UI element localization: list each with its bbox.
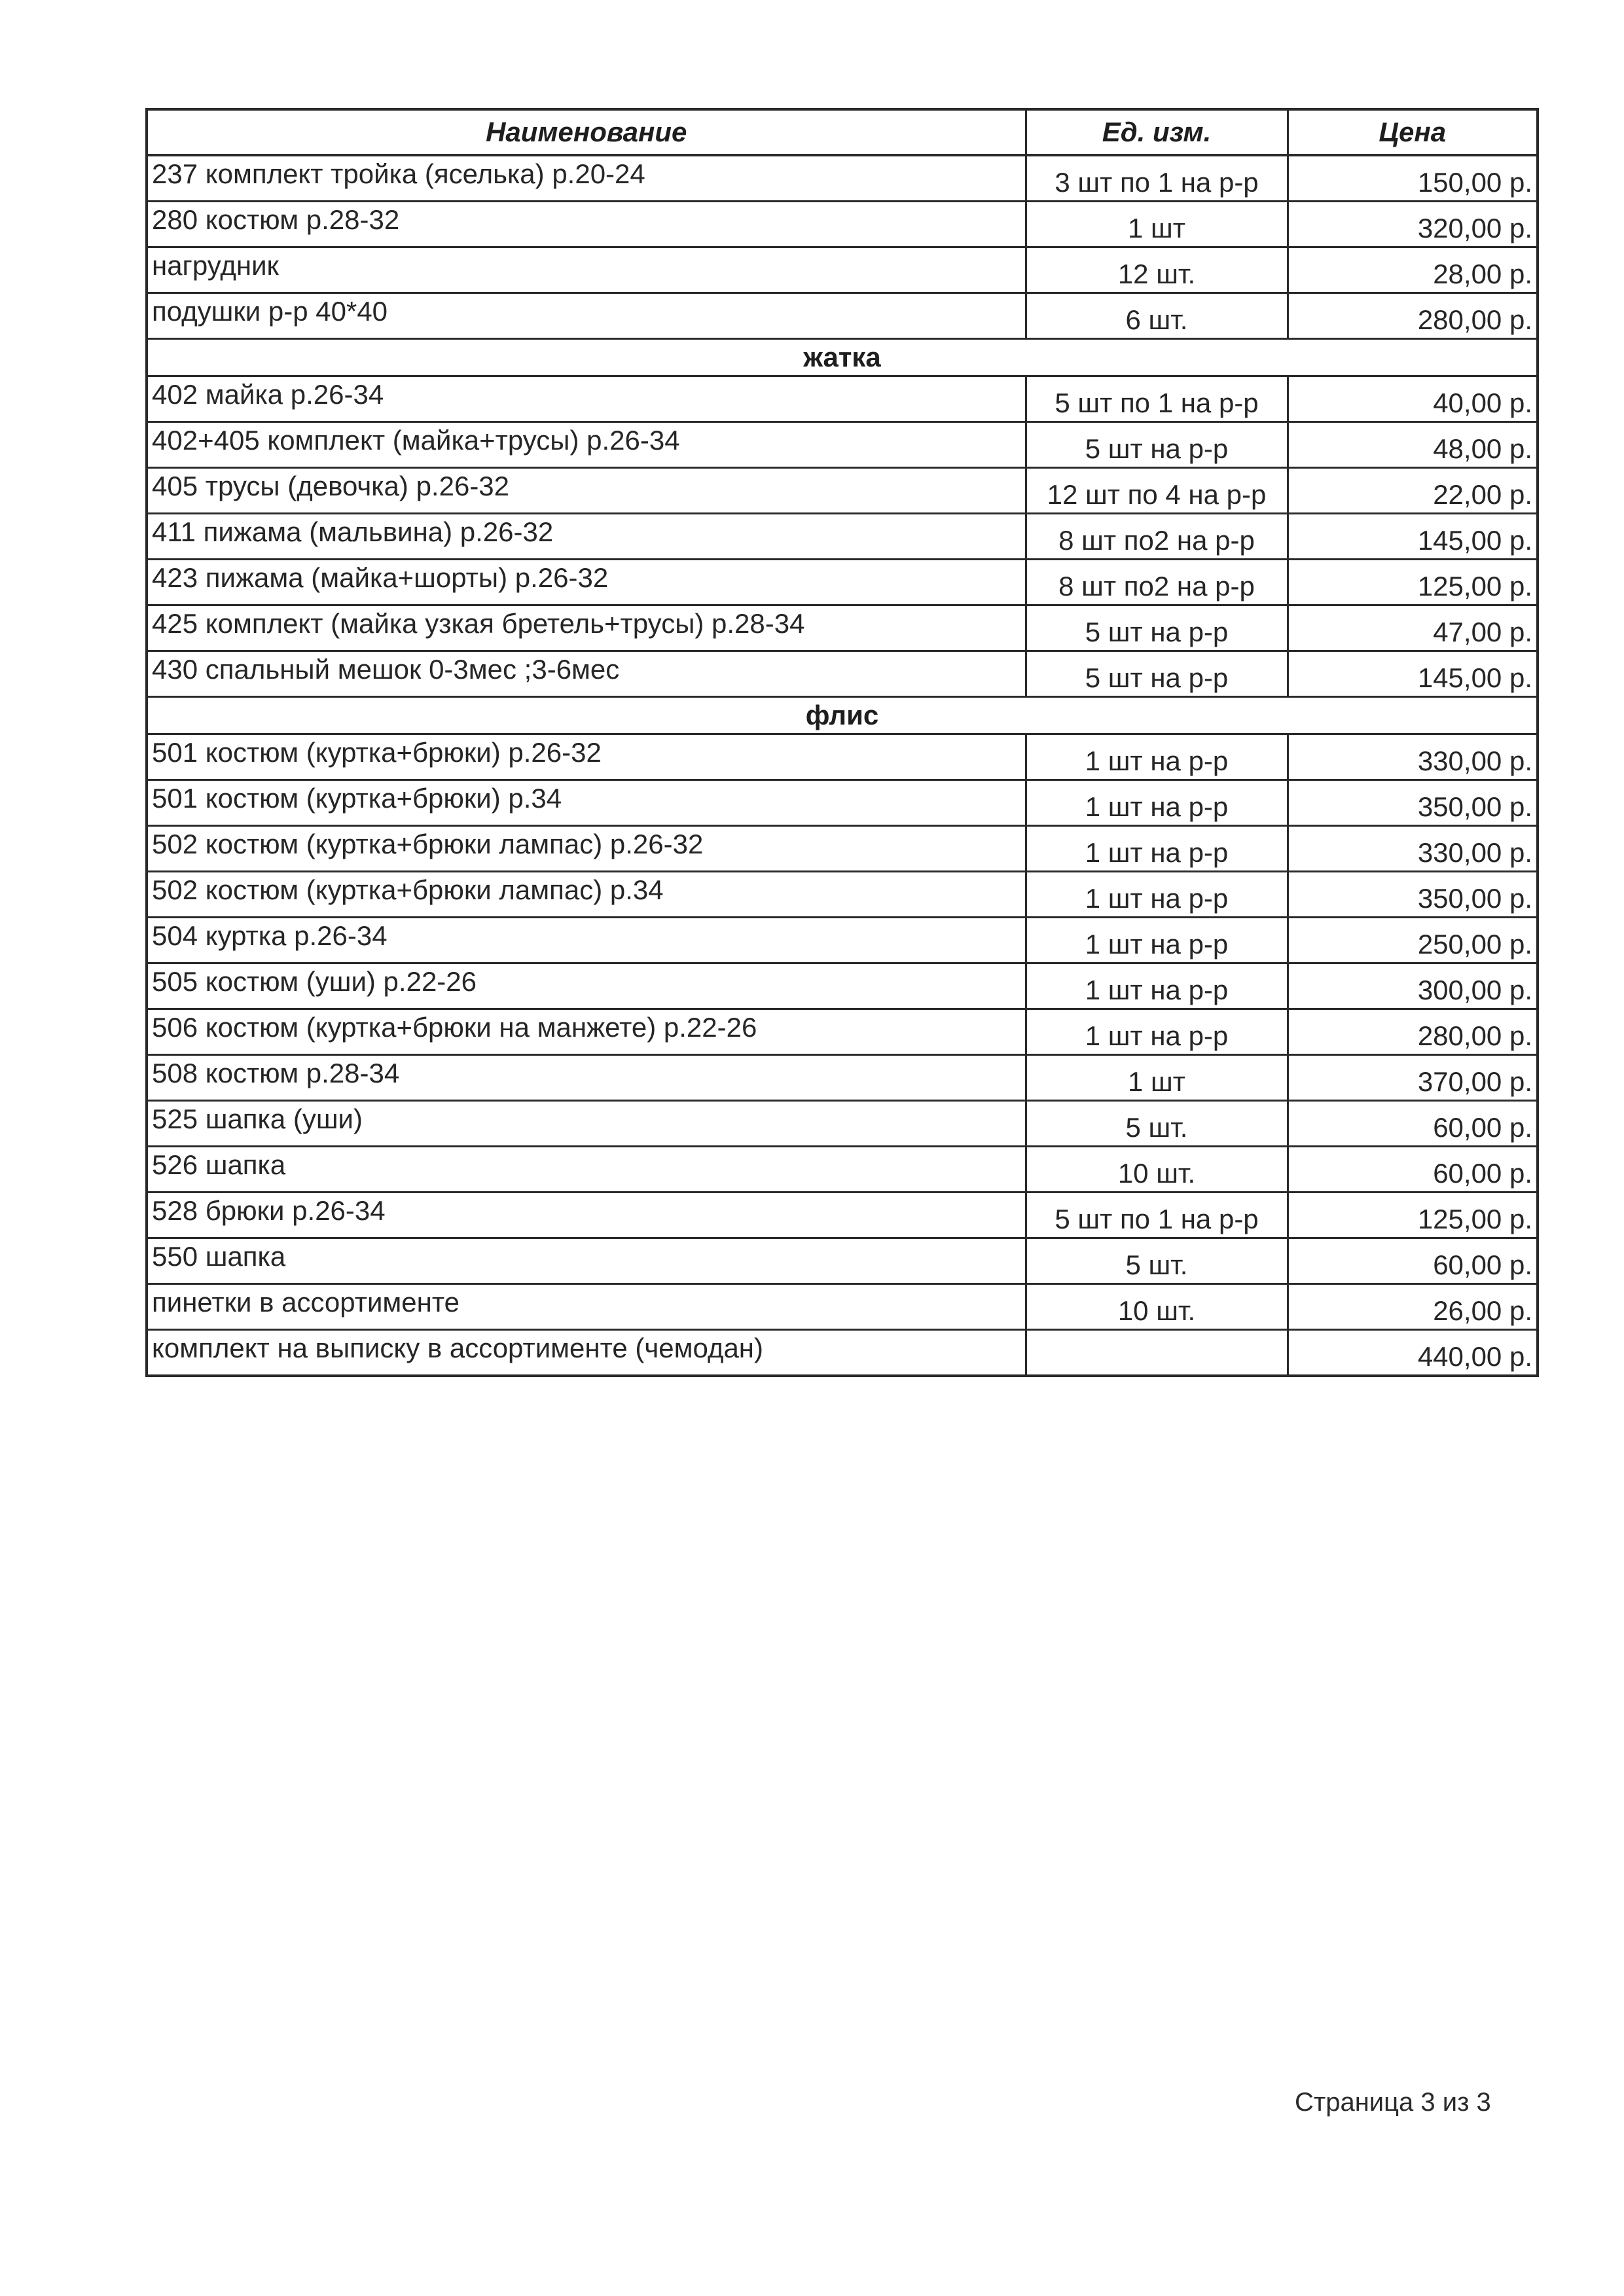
item-name-cell: комплект на выписку в ассортименте (чемодан) — [147, 1330, 1026, 1376]
table-row — [147, 1330, 1538, 1376]
item-price-cell: 350,00 р. — [1288, 780, 1538, 826]
item-name-cell: 504 куртка р.26-34 — [147, 918, 1026, 963]
item-name-cell: пинетки в ассортименте — [147, 1284, 1026, 1330]
item-price-cell: 330,00 р. — [1288, 826, 1538, 872]
item-unit-cell: 6 шт. — [1026, 293, 1288, 339]
table-row — [147, 1193, 1538, 1238]
item-price-cell: 60,00 р. — [1288, 1147, 1538, 1193]
item-price-cell: 28,00 р. — [1288, 247, 1538, 293]
item-price-cell: 330,00 р. — [1288, 734, 1538, 780]
table-row — [147, 155, 1538, 202]
item-name-cell: 402 майка р.26-34 — [147, 376, 1026, 422]
table-row — [147, 1147, 1538, 1193]
table-row — [147, 826, 1538, 872]
item-name-cell: 425 комплект (майка узкая бретель+трусы) р.28-34 — [147, 605, 1026, 651]
section-title: флис — [147, 697, 1538, 734]
item-name-cell: 411 пижама (мальвина) р.26-32 — [147, 514, 1026, 560]
item-unit-cell: 10 шт. — [1026, 1147, 1288, 1193]
column-header-unit: Ед. изм. — [1026, 109, 1288, 155]
item-unit-cell: 8 шт по2 на р-р — [1026, 514, 1288, 560]
table-row — [147, 293, 1538, 339]
item-name-cell: 526 шапка — [147, 1147, 1026, 1193]
item-price-cell: 125,00 р. — [1288, 560, 1538, 605]
item-name-cell: 501 костюм (куртка+брюки) р.26-32 — [147, 734, 1026, 780]
table-row — [147, 963, 1538, 1009]
item-name-cell: 237 комплект тройка (яселька) р.20-24 — [147, 155, 1026, 202]
item-name-cell: 505 костюм (уши) р.22-26 — [147, 963, 1026, 1009]
item-price-cell: 125,00 р. — [1288, 1193, 1538, 1238]
table-row — [147, 872, 1538, 918]
section-row — [147, 339, 1538, 376]
table-row — [147, 514, 1538, 560]
item-unit-cell: 5 шт. — [1026, 1238, 1288, 1284]
item-name-cell: нагрудник — [147, 247, 1026, 293]
item-price-cell: 370,00 р. — [1288, 1055, 1538, 1101]
table-row — [147, 376, 1538, 422]
table-row — [147, 1284, 1538, 1330]
item-name-cell: 423 пижама (майка+шорты) р.26-32 — [147, 560, 1026, 605]
item-price-cell: 60,00 р. — [1288, 1238, 1538, 1284]
item-price-cell: 320,00 р. — [1288, 202, 1538, 247]
item-price-cell: 250,00 р. — [1288, 918, 1538, 963]
table-row — [147, 247, 1538, 293]
section-title: жатка — [147, 339, 1538, 376]
item-unit-cell: 5 шт по 1 на р-р — [1026, 376, 1288, 422]
item-price-cell: 350,00 р. — [1288, 872, 1538, 918]
table-row — [147, 1101, 1538, 1147]
table-row — [147, 605, 1538, 651]
table-row — [147, 560, 1538, 605]
table-header-row — [147, 109, 1538, 155]
item-name-cell: подушки р-р 40*40 — [147, 293, 1026, 339]
column-header-name: Наименование — [147, 109, 1026, 155]
item-unit-cell: 1 шт на р-р — [1026, 963, 1288, 1009]
item-price-cell: 145,00 р. — [1288, 651, 1538, 697]
table-row — [147, 1009, 1538, 1055]
item-unit-cell: 12 шт. — [1026, 247, 1288, 293]
item-name-cell: 525 шапка (уши) — [147, 1101, 1026, 1147]
item-price-cell: 40,00 р. — [1288, 376, 1538, 422]
item-price-cell: 280,00 р. — [1288, 1009, 1538, 1055]
item-unit-cell: 5 шт. — [1026, 1101, 1288, 1147]
item-price-cell: 150,00 р. — [1288, 155, 1538, 202]
item-unit-cell: 8 шт по2 на р-р — [1026, 560, 1288, 605]
table-row — [147, 202, 1538, 247]
item-unit-cell: 12 шт по 4 на р-р — [1026, 468, 1288, 514]
item-price-cell: 300,00 р. — [1288, 963, 1538, 1009]
item-price-cell: 280,00 р. — [1288, 293, 1538, 339]
item-price-cell: 440,00 р. — [1288, 1330, 1538, 1376]
item-name-cell: 502 костюм (куртка+брюки лампас) р.34 — [147, 872, 1026, 918]
item-price-cell: 60,00 р. — [1288, 1101, 1538, 1147]
item-unit-cell: 5 шт на р-р — [1026, 651, 1288, 697]
item-name-cell: 506 костюм (куртка+брюки на манжете) р.22-26 — [147, 1009, 1026, 1055]
item-name-cell: 501 костюм (куртка+брюки) р.34 — [147, 780, 1026, 826]
item-unit-cell: 5 шт на р-р — [1026, 605, 1288, 651]
item-unit-cell: 1 шт на р-р — [1026, 1009, 1288, 1055]
item-name-cell: 430 спальный мешок 0-3мес ;3-6мес — [147, 651, 1026, 697]
item-price-cell: 47,00 р. — [1288, 605, 1538, 651]
table-row — [147, 1055, 1538, 1101]
item-unit-cell: 1 шт на р-р — [1026, 780, 1288, 826]
item-name-cell: 508 костюм р.28-34 — [147, 1055, 1026, 1101]
item-unit-cell: 1 шт — [1026, 202, 1288, 247]
item-unit-cell: 10 шт. — [1026, 1284, 1288, 1330]
item-name-cell: 280 костюм р.28-32 — [147, 202, 1026, 247]
item-unit-cell: 1 шт на р-р — [1026, 826, 1288, 872]
page-number: Страница 3 из 3 — [1295, 2088, 1491, 2117]
table-row — [147, 422, 1538, 468]
section-row — [147, 697, 1538, 734]
table-row — [147, 918, 1538, 963]
item-name-cell: 550 шапка — [147, 1238, 1026, 1284]
item-price-cell: 48,00 р. — [1288, 422, 1538, 468]
table-row — [147, 734, 1538, 780]
item-name-cell: 528 брюки р.26-34 — [147, 1193, 1026, 1238]
item-unit-cell: 1 шт на р-р — [1026, 734, 1288, 780]
item-name-cell: 402+405 комплект (майка+трусы) р.26-34 — [147, 422, 1026, 468]
item-unit-cell: 1 шт на р-р — [1026, 918, 1288, 963]
item-name-cell: 502 костюм (куртка+брюки лампас) р.26-32 — [147, 826, 1026, 872]
table-body — [147, 155, 1538, 1376]
price-table — [145, 108, 1539, 1377]
item-unit-cell: 1 шт — [1026, 1055, 1288, 1101]
item-unit-cell: 5 шт по 1 на р-р — [1026, 1193, 1288, 1238]
item-unit-cell — [1026, 1330, 1288, 1376]
item-price-cell: 22,00 р. — [1288, 468, 1538, 514]
item-unit-cell: 1 шт на р-р — [1026, 872, 1288, 918]
table-row — [147, 468, 1538, 514]
item-price-cell: 26,00 р. — [1288, 1284, 1538, 1330]
table-row — [147, 1238, 1538, 1284]
item-unit-cell: 3 шт по 1 на р-р — [1026, 155, 1288, 202]
item-name-cell: 405 трусы (девочка) р.26-32 — [147, 468, 1026, 514]
table-row — [147, 651, 1538, 697]
item-unit-cell: 5 шт на р-р — [1026, 422, 1288, 468]
item-price-cell: 145,00 р. — [1288, 514, 1538, 560]
table-row — [147, 780, 1538, 826]
column-header-price: Цена — [1288, 109, 1538, 155]
